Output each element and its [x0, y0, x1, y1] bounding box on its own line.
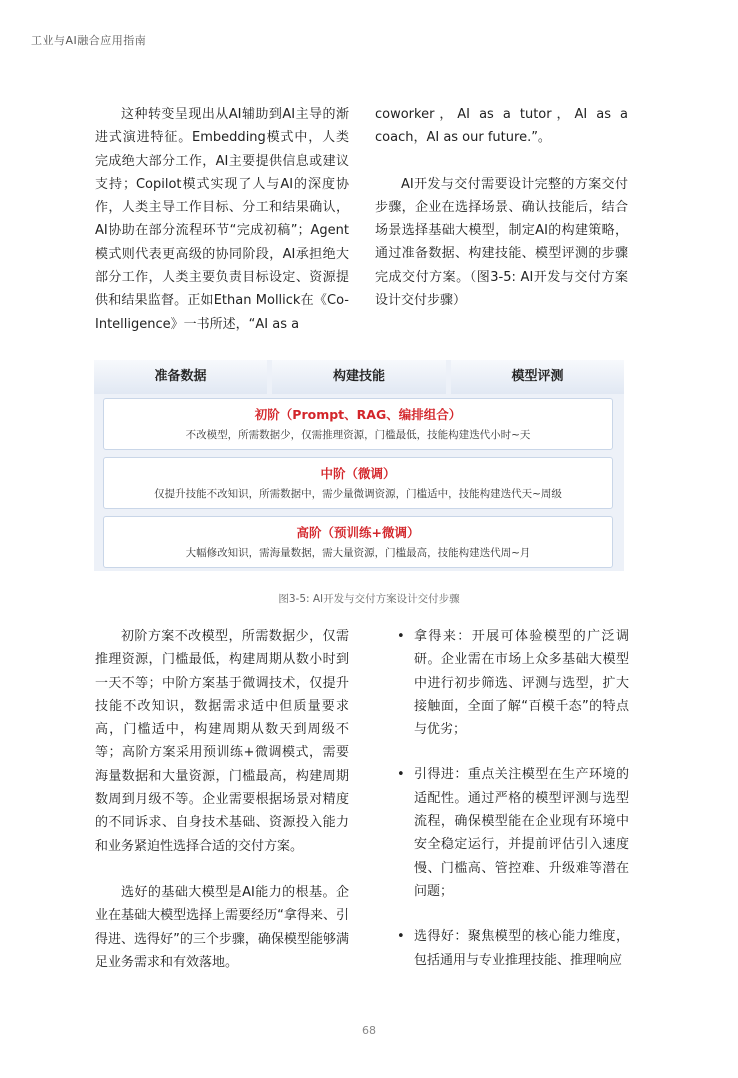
figure-caption: 图3-5: AI开发与交付方案设计交付步骤	[278, 593, 460, 605]
body-paragraph: 初阶方案不改模型，所需数据少，仅需推理资源，门槛最低，构建周期从数小时到一天不等；中阶方案基于微调技术，仅提升技能不改知识，数据需求适中但质量要求高，门槛适中，构建周期从数天到周级不等；高阶方案采用预训练+微调模式，需要海量数据和大量资源，门槛最高，构建周期数周到月级不等。企业需要根据场景对精度的不同诉求、自身技术基础、资源投入能力和业务紧迫性选择合适的交付方案。	[95, 629, 349, 854]
level-description: 仅提升技能不改知识，所需数据中，需少量微调资源，门槛适中，技能构建迭代天~周级	[154, 488, 562, 500]
body-paragraph-continuation: coworker，AI as a tutor，AI as a coach，AI as our future.”。	[375, 107, 628, 146]
level-title: 高阶（预训练+微调）	[296, 525, 420, 540]
top-right-column	[375, 103, 628, 312]
list-item-text: 拿得来：开展可体验模型的广泛调研。企业需在市场上众多基础大模型中进行初步筛选、评测与选型，扩大接触面，全面了解“百模千态”的特点与优劣；	[414, 629, 629, 738]
body-paragraph: 选好的基础大模型是AI能力的根基。企业在基础大模型选择上需要经历“拿得来、引得进、选得好”的三个步骤，确保模型能够满足业务需求和有效落地。	[95, 884, 349, 970]
list-item-text: 引得进：重点关注模型在生产环境的适配性。通过严格的模型评测与选型流程，确保模型能在企业现有环境中安全稳定运行，并提前评估引入速度慢、门槛高、管控难、升级难等潜在问题；	[414, 767, 629, 899]
list-item	[397, 763, 629, 903]
level-title: 初阶（Prompt、RAG、编排组合）	[254, 407, 462, 422]
stage-header-build-skills: 构建技能	[272, 360, 446, 394]
level-title: 中阶（微调）	[320, 466, 396, 481]
bullet-list	[397, 625, 629, 972]
page-number: 68	[362, 1024, 376, 1037]
bullet-icon: •	[397, 929, 405, 945]
level-description: 不改模型，所需数据少，仅需推理资源，门槛最低，技能构建迭代小时~天	[185, 429, 531, 441]
body-paragraph: 这种转变呈现出从AI辅助到AI主导的渐进式演进特征。Embedding模式中，人类完成绝大部分工作，AI主要提供信息或建议支持；Copilot模式实现了人与AI的深度协作，人类主导工作目标、分工和结果确认，AI协助在部分流程环节“完成初稿”；Agent模式则代表更高级的协同阶段，AI承担绝大部分工作，人类主要负责目标设定、资源提供和结果监督。正如Ethan Mollick在《Co-Intelligence》一书所述，“AI as a	[95, 107, 349, 332]
list-item	[397, 625, 629, 741]
bottom-left-column	[95, 625, 349, 974]
stage-header-model-evaluation: 模型评测	[451, 360, 624, 394]
bullet-icon: •	[397, 629, 405, 644]
running-header: 工业与AI融合应用指南	[31, 34, 147, 47]
list-item	[397, 925, 629, 972]
delivery-steps-figure	[94, 360, 624, 571]
list-item-text: 选得好：聚焦模型的核心能力维度，包括通用与专业推理技能、推理响应	[414, 929, 629, 968]
stage-header-prepare-data: 准备数据	[94, 360, 267, 394]
level-description: 大幅修改知识，需海量数据，需大量资源，门槛最高，技能构建迭代周~月	[185, 547, 531, 559]
body-paragraph: AI开发与交付需要设计完整的方案交付步骤，企业在选择场景、确认技能后，结合场景选择基础大模型，制定AI的构建策略，通过准备数据、构建技能、模型评测的步骤完成交付方案。（图3-5: AI开发与交付方案设计交付步骤）	[375, 176, 628, 309]
level-box-intermediate	[103, 457, 613, 509]
level-box-advanced	[103, 516, 613, 568]
top-left-column	[95, 103, 349, 336]
bottom-right-column	[397, 625, 629, 994]
level-box-basic	[103, 398, 613, 450]
bullet-icon: •	[397, 767, 405, 783]
